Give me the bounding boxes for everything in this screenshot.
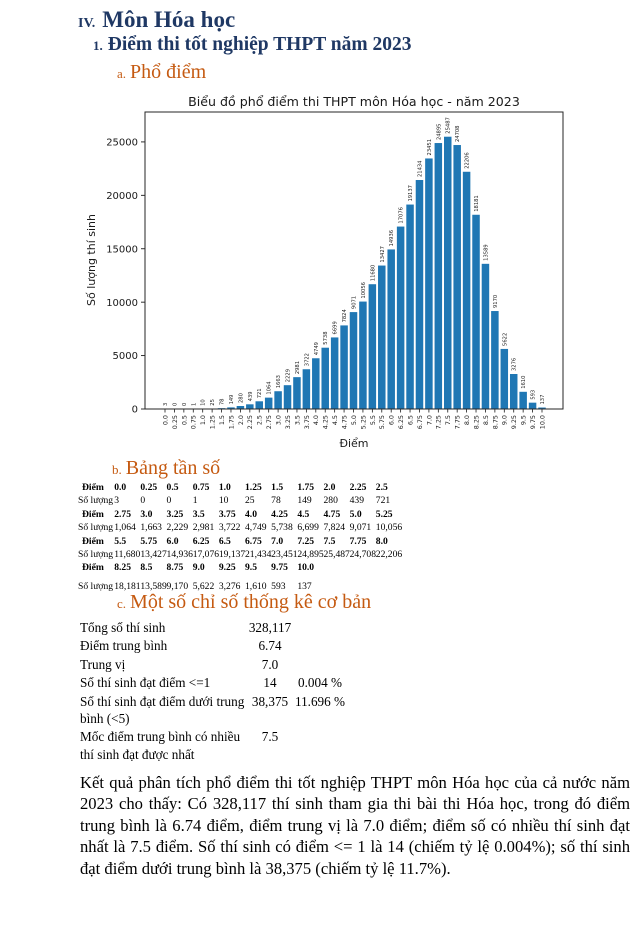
freq-score-cell: 8.5: [140, 562, 153, 574]
bar: [303, 369, 311, 409]
stat-percent: [294, 728, 346, 763]
bar-value-label: 10056: [360, 282, 367, 299]
frequency-table: [78, 481, 402, 593]
freq-score-cell: 8.75: [166, 562, 184, 574]
stat-value: 7.5: [261, 729, 279, 745]
freq-count-cell: 7,824: [323, 522, 346, 534]
analysis-paragraph: Kết quả phân tích phổ điểm thi tốt nghiệp THPT môn Hóa học của cả nước năm 2023 cho thấy: Có 328,117 thí sinh tham gia thi bài thi Hóa học, trong đó điểm trung bình là 6.74 điểm, điểm trung vị là 7.0 điểm; điểm số có nhiều thí sinh đạt nhất là 7.5 điểm. Số thí sinh có điểm <= 1 là 14 (chiếm tỷ lệ 0.004%); số thí sinh đạt điểm dưới trung bình là 38,375 (chiếm tỷ lệ 11.7%).: [80, 772, 630, 878]
freq-count-cell: 14,936: [166, 549, 193, 561]
freq-count-cell: 0: [140, 495, 146, 507]
bar-value-label: 10: [200, 399, 207, 406]
freq-count-cell: 17,076: [192, 549, 220, 561]
bar-value-label: 18181: [474, 195, 481, 212]
heading-thong-ke: c. Một số chỉ số thống kê cơ bản: [117, 591, 372, 613]
freq-score-cell: 9.25: [218, 562, 236, 574]
freq-score-row: [78, 508, 402, 521]
bar: [444, 137, 452, 409]
freq-count-cell: [376, 575, 402, 593]
freq-count-cell: 1: [192, 495, 198, 507]
x-tick-label: 5.75: [378, 415, 387, 430]
statistics-table: [80, 619, 346, 763]
freq-count-cell: 4,749: [245, 522, 267, 534]
bar-value-label: 24895: [436, 123, 443, 141]
y-tick-label: 15000: [106, 244, 138, 256]
y-tick-label: 0: [131, 404, 138, 416]
freq-count-cell: 24,895: [297, 549, 324, 561]
x-tick-label: 9.0: [500, 415, 509, 426]
y-tick-label: 20000: [106, 190, 138, 202]
stat-percent: 0.004 %: [298, 675, 342, 691]
freq-score-cell: 5.5: [114, 535, 127, 547]
freq-count-cell: 2,229: [166, 522, 189, 534]
bar-value-label: 149: [228, 394, 235, 405]
freq-count-cell: 1,064: [114, 522, 136, 534]
x-tick-label: 10.0: [538, 415, 547, 430]
freq-score-cell: 1.0: [218, 482, 231, 493]
x-tick-label: 0.75: [189, 415, 198, 430]
bar: [510, 374, 517, 409]
bar-value-label: 5738: [323, 331, 330, 345]
bar-value-label: 78: [219, 398, 226, 406]
freq-score-cell: 6.0: [166, 535, 179, 547]
bar: [293, 377, 301, 409]
bar: [397, 227, 405, 409]
stat-value: 6.74: [258, 638, 282, 654]
freq-count-row: [78, 521, 402, 534]
freq-score-cell: 2.5: [375, 482, 388, 493]
freq-score-cell: 6.75: [245, 535, 262, 547]
freq-score-cell: 4.75: [323, 508, 341, 520]
bar-chart-svg: [83, 94, 635, 456]
freq-count-cell: 5,738: [271, 522, 293, 534]
stat-value: 7.0: [261, 656, 279, 672]
bar-value-label: 0: [181, 402, 188, 406]
x-tick-label: 7.25: [434, 415, 443, 430]
x-tick-label: 1.75: [227, 415, 236, 430]
bar: [265, 398, 273, 409]
freq-count-row: [78, 548, 402, 561]
freq-count-cell: 1,610: [245, 580, 267, 592]
bar-value-label: 2229: [285, 368, 292, 383]
bar-value-label: 21434: [417, 160, 424, 178]
bar-value-label: 9170: [492, 294, 499, 309]
freq-count-cell: 11,680: [114, 549, 141, 561]
freq-count-cell: 3: [114, 495, 120, 507]
freq-score-cell: 9.5: [245, 562, 257, 574]
freq-score-cell: 7.5: [323, 535, 336, 547]
stat-percent: 11.696 %: [294, 693, 346, 709]
x-tick-label: 8.25: [472, 415, 481, 430]
x-tick-label: 1.0: [199, 415, 208, 426]
x-tick-label: 2.75: [265, 415, 274, 430]
freq-count-cell: 3,276: [218, 580, 241, 592]
heading-bang-tan-so: b. Bảng tần số: [112, 457, 221, 479]
stat-label: Số thí sinh đạt điểm dưới trung bình (<5): [80, 693, 245, 727]
bar-value-label: 137: [540, 394, 546, 405]
freq-count-cell: 13,427: [140, 549, 167, 561]
freq-count-cell: 18,181: [114, 580, 141, 592]
stat-label: Điểm trung bình: [80, 638, 168, 654]
bar-value-label: 23451: [426, 138, 433, 156]
freq-count-cell: 280: [323, 495, 338, 507]
freq-score-cell: 7.0: [271, 535, 284, 547]
freq-count-cell: 149: [297, 495, 312, 507]
freq-score-cell: 3.75: [218, 508, 236, 520]
bar: [350, 312, 358, 409]
freq-count-cell: 78: [271, 495, 281, 507]
freq-score-cell: 6.25: [192, 535, 210, 547]
bar-value-label: 5622: [502, 332, 509, 346]
bar: [529, 403, 537, 409]
bar-value-label: 7824: [342, 309, 349, 323]
freq-score-cell: 9.75: [271, 562, 288, 574]
freq-count-row-label: Số lượng: [78, 522, 114, 534]
bar-value-label: 0: [172, 402, 179, 406]
bar: [435, 143, 443, 409]
bar-value-label: 3722: [304, 353, 311, 367]
freq-count-cell: 5,622: [192, 580, 215, 592]
x-tick-label: 4.0: [312, 415, 321, 426]
x-tick-label: 7.75: [453, 415, 462, 430]
freq-count-cell: 1,663: [140, 522, 162, 534]
bar: [453, 145, 461, 409]
freq-count-cell: 9,170: [166, 580, 189, 592]
bar: [463, 172, 471, 409]
freq-score-cell: [323, 561, 349, 574]
section-number: IV.: [78, 16, 96, 31]
section-heading: [78, 7, 235, 33]
x-axis-label: Điểm: [339, 437, 369, 450]
x-tick-label: 9.25: [510, 415, 519, 430]
bar-value-label: 721: [257, 388, 264, 399]
x-tick-label: 6.5: [406, 415, 415, 426]
x-tick-label: 2.5: [255, 415, 264, 426]
bar-value-label: 4749: [313, 342, 320, 356]
freq-score-row: [78, 561, 402, 574]
freq-count-cell: 137: [297, 580, 312, 592]
bar-value-label: 1064: [266, 381, 273, 395]
bar: [425, 158, 433, 409]
bar: [312, 358, 320, 409]
freq-score-cell: 4.0: [245, 508, 257, 520]
freq-count-cell: 593: [271, 580, 286, 592]
bar-value-label: 2981: [294, 360, 301, 375]
x-tick-label: 0.5: [180, 415, 189, 426]
freq-score-cell: 7.25: [297, 535, 315, 547]
freq-score-row-label: Điểm: [82, 508, 104, 520]
heading-pho-diem: a. Phổ điểm: [117, 61, 207, 83]
bar-value-label: 22206: [464, 152, 471, 169]
freq-count-cell: 721: [375, 495, 391, 507]
x-tick-label: 8.5: [481, 415, 490, 426]
chart-title: Biểu đồ phổ điểm thi THPT môn Hóa học - năm 2023: [188, 94, 520, 109]
bar-value-label: 593: [530, 389, 537, 400]
bar-value-label: 25: [210, 399, 217, 406]
stat-label: Mốc điểm trung bình có nhiều thí sinh đạt được nhất: [80, 729, 241, 762]
x-tick-label: 3.75: [302, 415, 311, 430]
freq-count-cell: 0: [166, 495, 172, 507]
bar-value-label: 1610: [521, 375, 528, 389]
x-tick-label: 1.25: [208, 415, 217, 430]
x-tick-label: 6.0: [387, 415, 396, 426]
bar: [321, 348, 329, 409]
x-tick-label: 5.25: [359, 415, 368, 430]
x-tick-label: 7.5: [444, 415, 453, 426]
freq-score-cell: 0.5: [166, 482, 179, 493]
x-tick-label: 6.25: [397, 415, 406, 430]
freq-count-cell: 24,708: [349, 549, 377, 561]
freq-score-cell: 3.0: [140, 508, 153, 520]
x-tick-label: 7.0: [425, 415, 434, 426]
bar: [416, 180, 424, 409]
freq-count-row-label: Số lượng: [78, 495, 114, 507]
x-tick-label: 3.0: [274, 415, 283, 426]
freq-score-row: [78, 535, 402, 548]
bar: [284, 385, 292, 409]
stat-value: 38,375: [251, 693, 289, 709]
x-tick-label: 8.75: [491, 415, 500, 430]
bar-value-label: 1: [191, 402, 198, 406]
x-tick-label: 3.25: [283, 415, 292, 430]
bar: [246, 404, 254, 409]
freq-score-cell: 1.75: [297, 482, 315, 493]
freq-count-cell: 9,071: [349, 522, 372, 534]
subsection-title: Điểm thi tốt nghiệp THPT năm 2023: [107, 34, 412, 55]
freq-count-cell: 10,056: [375, 522, 403, 534]
freq-score-row-label: Điểm: [82, 482, 104, 493]
freq-score-cell: 7.75: [349, 535, 367, 547]
x-tick-label: 6.75: [415, 415, 424, 430]
x-tick-label: 4.25: [321, 415, 330, 430]
stat-label: Số thí sinh đạt điểm <=1: [80, 675, 211, 691]
freq-count-cell: 22,206: [375, 549, 403, 561]
stat-percent: [294, 637, 346, 654]
bar: [274, 391, 282, 409]
freq-score-row-label: Điểm: [82, 562, 104, 574]
freq-count-row-label: Số lượng: [78, 580, 114, 592]
x-tick-label: 8.0: [463, 415, 471, 426]
x-tick-label: 0.25: [170, 415, 179, 430]
y-tick-label: 10000: [106, 297, 138, 309]
freq-count-cell: 2,981: [192, 522, 215, 534]
freq-score-cell: 5.0: [349, 508, 362, 520]
freq-count-cell: 23,451: [271, 549, 298, 561]
freq-score-cell: 10.0: [297, 562, 315, 574]
freq-score-cell: 4.5: [297, 508, 310, 520]
freq-count-row: [78, 494, 402, 507]
freq-score-row: [78, 481, 402, 494]
freq-count-cell: 19,137: [218, 549, 246, 561]
bar-value-label: 3: [163, 402, 169, 406]
bar: [340, 325, 348, 409]
freq-count-cell: 3,722: [218, 522, 241, 534]
section-title: Môn Hóa học: [102, 7, 236, 32]
x-tick-label: 1.5: [217, 415, 226, 426]
freq-count-cell: 21,434: [245, 549, 272, 561]
subsection-heading: [93, 34, 411, 56]
bar-value-label: 3276: [511, 357, 518, 372]
bar-value-label: 24708: [455, 125, 462, 143]
freq-score-cell: 2.0: [323, 482, 336, 493]
freq-score-cell: 0.0: [114, 482, 127, 493]
freq-score-cell: 5.75: [140, 535, 158, 547]
bar-value-label: 439: [247, 391, 254, 402]
freq-score-cell: 4.25: [271, 508, 288, 520]
bar-value-label: 13427: [379, 246, 386, 263]
x-tick-label: 9.5: [519, 415, 528, 426]
score-distribution-chart: [83, 94, 635, 456]
bar-value-label: 19137: [408, 185, 415, 202]
freq-score-cell: 3.25: [166, 508, 184, 520]
freq-count-row-label: Số lượng: [78, 549, 114, 561]
freq-score-cell: 8.25: [114, 562, 132, 574]
x-tick-label: 0.0: [161, 415, 170, 426]
freq-score-cell: [350, 561, 376, 574]
freq-score-cell: 0.25: [140, 482, 158, 493]
bar-value-label: 1663: [276, 375, 283, 389]
x-tick-label: 4.5: [331, 415, 340, 426]
freq-count-cell: 13,589: [140, 580, 167, 592]
stat-label: Tổng số thí sinh: [80, 620, 166, 635]
stat-value: 14: [263, 675, 277, 691]
bar: [482, 264, 490, 409]
bar: [256, 401, 264, 409]
bar-value-label: 6699: [332, 321, 339, 335]
x-tick-label: 2.0: [236, 415, 245, 426]
bar-value-label: 13589: [483, 244, 490, 261]
bar-value-label: 11680: [370, 264, 377, 282]
freq-count-cell: 439: [349, 495, 365, 507]
bar-value-label: 17076: [398, 207, 405, 224]
freq-count-cell: 25,487: [323, 549, 350, 561]
stat-value: 328,117: [248, 620, 292, 635]
bar: [369, 284, 377, 409]
freq-score-cell: 6.5: [218, 535, 231, 547]
stat-label: Trung vị: [80, 656, 126, 672]
freq-score-row-label: Điểm: [82, 535, 104, 547]
freq-score-cell: 5.25: [375, 508, 393, 520]
y-axis-label: Số lượng thí sinh: [85, 214, 98, 306]
freq-score-cell: 8.0: [375, 535, 388, 547]
y-tick-label: 25000: [106, 137, 138, 149]
bar: [501, 349, 509, 409]
bar: [378, 266, 386, 409]
x-tick-label: 4.75: [340, 415, 349, 430]
bar: [387, 249, 395, 409]
freq-score-cell: 0.75: [192, 482, 210, 493]
freq-score-cell: 9.0: [192, 562, 205, 574]
bar-value-label: 9071: [351, 295, 358, 310]
x-tick-label: 2.25: [246, 415, 255, 430]
bar: [331, 337, 339, 409]
bar-value-label: 14936: [389, 229, 396, 247]
freq-score-cell: 1.5: [271, 482, 284, 493]
bar-value-label: 280: [238, 393, 245, 404]
bar: [491, 311, 499, 409]
bar: [359, 302, 367, 409]
x-tick-label: 5.5: [368, 415, 377, 426]
freq-score-cell: 2.25: [349, 482, 367, 493]
freq-score-cell: 3.5: [192, 508, 205, 520]
freq-score-cell: 2.75: [114, 508, 132, 520]
y-tick-label: 5000: [112, 351, 138, 363]
bar: [519, 392, 527, 409]
freq-count-cell: 6,699: [297, 522, 319, 534]
freq-score-cell: [376, 561, 402, 574]
bar-value-label: 25487: [445, 117, 452, 134]
freq-count-cell: 10: [218, 495, 229, 507]
bar: [472, 215, 480, 409]
x-tick-label: 9.75: [528, 415, 537, 430]
x-tick-label: 5.0: [349, 415, 358, 426]
freq-score-cell: 1.25: [245, 482, 262, 493]
bar: [406, 205, 414, 409]
x-tick-label: 3.5: [293, 415, 302, 426]
stat-percent: [294, 656, 346, 673]
freq-count-cell: 25: [245, 495, 255, 507]
stat-percent: [294, 619, 346, 636]
subsection-number: 1.: [93, 38, 103, 53]
